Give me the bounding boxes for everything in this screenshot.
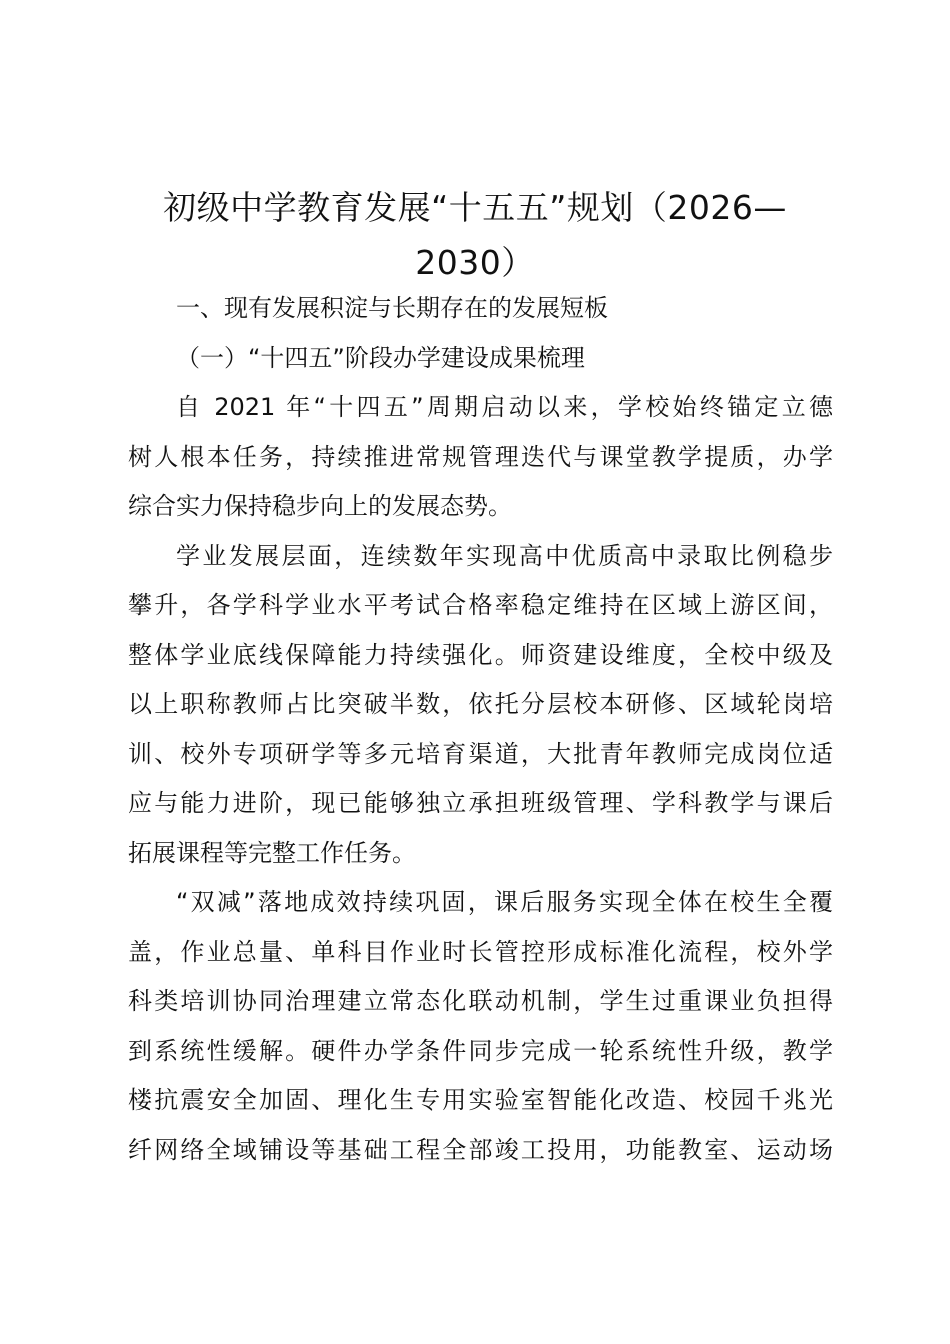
paragraph-line: 楼抗震安全加固、理化生专用实验室智能化改造、校园千兆光: [128, 1086, 833, 1114]
paragraph-line: 综合实力保持稳步向上的发展态势。: [128, 492, 512, 520]
paragraph-line: 攀升，各学科学业水平考试合格率稳定维持在区域上游区间，: [128, 591, 833, 619]
paragraph-line: 整体学业底线保障能力持续强化。师资建设维度，全校中级及: [128, 640, 833, 669]
subsection-heading: （一）“十四五”阶段办学建设成果梳理: [176, 343, 585, 372]
paragraph-line: 以上职称教师占比突破半数，依托分层校本研修、区域轮岗培: [128, 690, 833, 718]
paragraph-line: 树人根本任务，持续推进常规管理迭代与课堂教学提质，办学: [128, 442, 833, 471]
title-line: 2030）: [415, 243, 535, 282]
paragraph-line: 自 2021 年“十四五”周期启动以来，学校始终锚定立德: [176, 393, 833, 421]
paragraph-line: “双减”落地成效持续巩固，课后服务实现全体在校生全覆: [176, 888, 833, 916]
paragraph-line: 科类培训协同治理建立常态化联动机制，学生过重课业负担得: [128, 987, 833, 1015]
paragraph: [128, 532, 833, 879]
paragraph-line: 训、校外专项研学等多元培育渠道，大批青年教师完成岗位适: [128, 739, 833, 768]
paragraph-line: 学业发展层面，连续数年实现高中优质高中录取比例稳步: [176, 541, 833, 570]
paragraph-line: 盖，作业总量、单科目作业时长管控形成标准化流程，校外学: [128, 937, 833, 966]
paragraph-line: 拓展课程等完整工作任务。: [128, 838, 416, 867]
title-line: 初级中学教育发展“十五五”规划（2026—: [163, 188, 787, 227]
paragraph-line: 纤网络全域铺设等基础工程全部竣工投用，功能教室、运动场: [128, 1135, 833, 1164]
paragraph-line: 到系统性缓解。硬件办学条件同步完成一轮系统性升级，教学: [128, 1036, 833, 1065]
paragraph-line: 应与能力进阶，现已能够独立承担班级管理、学科教学与课后: [128, 789, 833, 817]
paragraph: [128, 878, 833, 1175]
document-title: [120, 180, 830, 290]
section-heading: 一、现有发展积淀与长期存在的发展短板: [176, 294, 608, 322]
paragraph: [128, 383, 833, 532]
document-body: [128, 284, 833, 1175]
